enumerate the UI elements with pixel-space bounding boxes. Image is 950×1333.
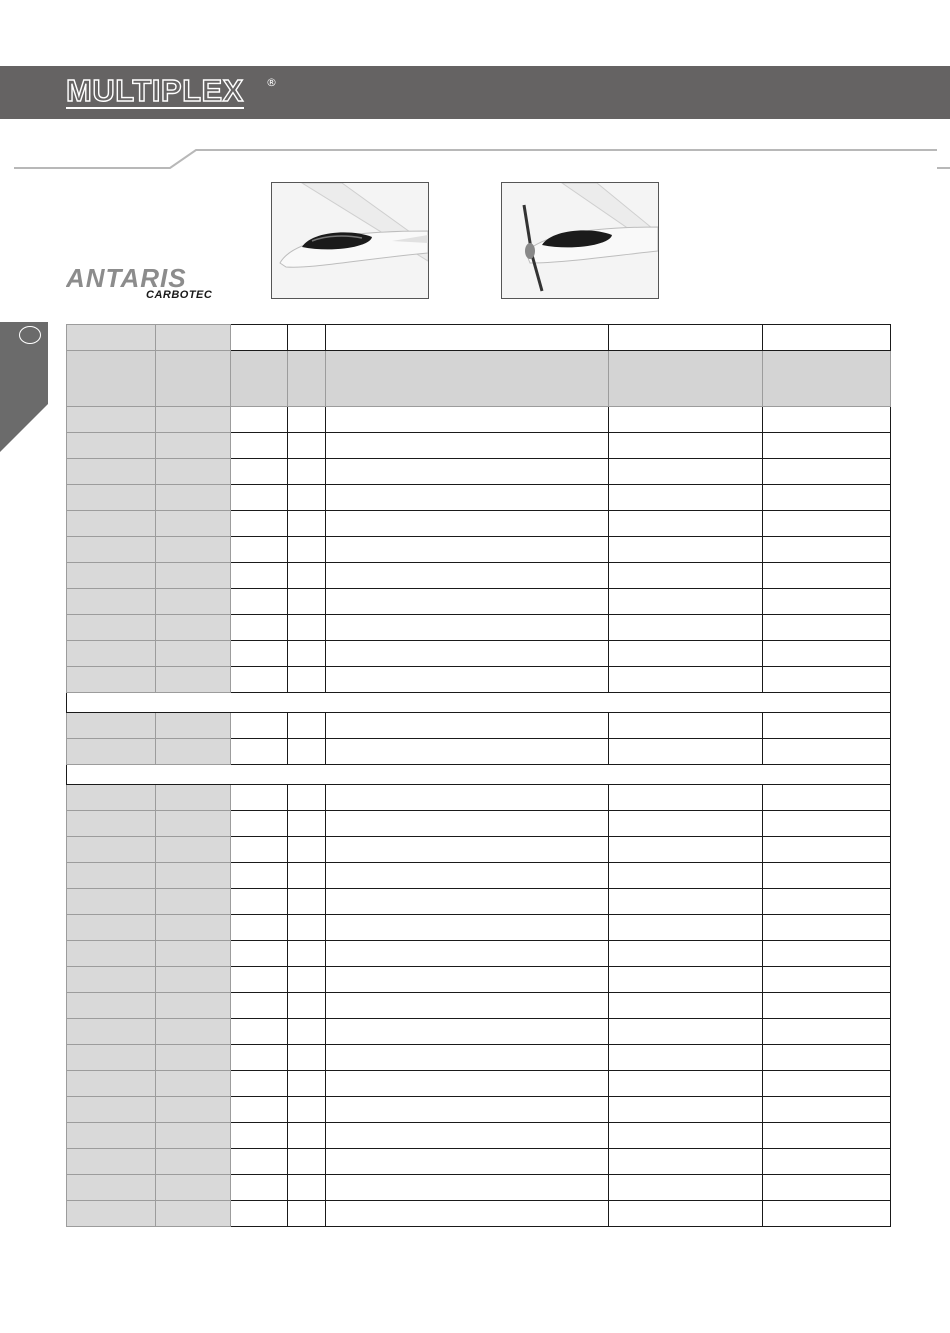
table-cell	[609, 941, 763, 967]
table-cell	[763, 325, 891, 351]
table-row	[67, 615, 891, 641]
table-cell	[326, 739, 609, 765]
table-row	[67, 1097, 891, 1123]
table-row	[67, 537, 891, 563]
table-cell	[763, 713, 891, 739]
table-cell	[326, 667, 609, 693]
table-cell	[288, 993, 326, 1019]
table-cell	[763, 351, 891, 407]
table-cell	[763, 967, 891, 993]
table-cell	[763, 811, 891, 837]
table-cell	[67, 713, 156, 739]
table-row	[67, 1071, 891, 1097]
table-cell	[326, 941, 609, 967]
table-cell	[67, 1149, 156, 1175]
table-cell	[609, 433, 763, 459]
table-cell	[763, 993, 891, 1019]
table-row	[67, 993, 891, 1019]
table-cell	[288, 641, 326, 667]
table-row	[67, 713, 891, 739]
table-cell	[231, 537, 288, 563]
table-cell	[231, 739, 288, 765]
table-cell	[231, 589, 288, 615]
table-cell	[231, 1201, 288, 1227]
table-cell	[763, 785, 891, 811]
table-cell	[609, 667, 763, 693]
table-cell	[326, 1019, 609, 1045]
table-cell	[231, 615, 288, 641]
table-cell	[609, 589, 763, 615]
table-cell	[231, 1097, 288, 1123]
table-cell	[67, 641, 156, 667]
table-row	[67, 667, 891, 693]
table-row	[67, 1045, 891, 1071]
table-cell	[67, 915, 156, 941]
table-cell	[156, 713, 231, 739]
table-row	[67, 739, 891, 765]
table-cell	[288, 589, 326, 615]
table-cell	[156, 563, 231, 589]
table-cell	[156, 993, 231, 1019]
table-cell	[288, 1071, 326, 1097]
table-cell	[67, 407, 156, 433]
electric-photo	[501, 182, 659, 299]
table-cell	[67, 325, 156, 351]
table-cell	[67, 1097, 156, 1123]
table-cell	[231, 1071, 288, 1097]
table-cell	[156, 1019, 231, 1045]
table-cell	[67, 967, 156, 993]
table-cell	[609, 1149, 763, 1175]
table-cell	[763, 433, 891, 459]
table-cell	[326, 915, 609, 941]
table-cell	[288, 941, 326, 967]
table-cell	[763, 459, 891, 485]
table-cell	[326, 615, 609, 641]
table-cell	[326, 1175, 609, 1201]
table-cell	[609, 485, 763, 511]
table-cell	[67, 459, 156, 485]
table-cell	[156, 325, 231, 351]
table-cell	[231, 485, 288, 511]
table-cell	[609, 351, 763, 407]
table-cell	[288, 1201, 326, 1227]
table-row	[67, 967, 891, 993]
table-row	[67, 1019, 891, 1045]
table-cell	[67, 811, 156, 837]
table-cell	[763, 837, 891, 863]
brand-name: MULTIPLEX	[66, 73, 244, 108]
table-cell	[288, 889, 326, 915]
table-cell	[231, 1149, 288, 1175]
table-cell	[609, 889, 763, 915]
table-cell	[231, 1045, 288, 1071]
table-cell	[326, 433, 609, 459]
product-variant: CARBOTEC	[146, 289, 213, 301]
table-cell	[609, 713, 763, 739]
table-cell	[609, 967, 763, 993]
table-cell	[763, 1175, 891, 1201]
table-cell	[156, 485, 231, 511]
table-cell	[231, 407, 288, 433]
table-cell	[156, 837, 231, 863]
table-cell	[326, 967, 609, 993]
table-cell	[231, 511, 288, 537]
table-cell	[156, 1071, 231, 1097]
table-row	[67, 811, 891, 837]
table-row	[67, 941, 891, 967]
table-cell	[288, 1123, 326, 1149]
language-marker	[19, 326, 41, 344]
table-cell	[326, 811, 609, 837]
table-cell	[326, 459, 609, 485]
table-cell	[288, 667, 326, 693]
table-cell	[763, 485, 891, 511]
table-row	[67, 511, 891, 537]
table-cell	[326, 641, 609, 667]
table-cell	[288, 407, 326, 433]
table-cell	[231, 915, 288, 941]
table-cell	[609, 1123, 763, 1149]
table-cell	[288, 713, 326, 739]
table-cell	[231, 811, 288, 837]
table-cell	[609, 811, 763, 837]
table-cell	[609, 459, 763, 485]
table-cell	[231, 785, 288, 811]
table-cell	[763, 941, 891, 967]
table-row	[67, 1123, 891, 1149]
table-row	[67, 485, 891, 511]
table-cell	[609, 993, 763, 1019]
table-cell	[231, 993, 288, 1019]
table-cell	[326, 713, 609, 739]
table-cell	[763, 1097, 891, 1123]
table-cell	[156, 667, 231, 693]
table-cell	[67, 589, 156, 615]
table-cell	[763, 615, 891, 641]
table-cell	[609, 1201, 763, 1227]
table-cell	[763, 889, 891, 915]
table-cell	[67, 1201, 156, 1227]
table-cell	[326, 511, 609, 537]
table-cell	[67, 485, 156, 511]
table-cell	[763, 1149, 891, 1175]
table-cell	[288, 1019, 326, 1045]
table-cell	[763, 1201, 891, 1227]
table-cell	[231, 563, 288, 589]
table-row	[67, 889, 891, 915]
table-row	[67, 785, 891, 811]
table-cell	[288, 459, 326, 485]
table-cell	[609, 563, 763, 589]
table-cell	[609, 407, 763, 433]
table-cell	[326, 563, 609, 589]
table-cell	[326, 485, 609, 511]
table-cell	[609, 1019, 763, 1045]
table-cell	[763, 563, 891, 589]
table-cell	[231, 325, 288, 351]
table-cell	[326, 1071, 609, 1097]
table-cell	[156, 967, 231, 993]
table-row	[67, 351, 891, 407]
table-cell	[156, 811, 231, 837]
table-cell	[326, 1097, 609, 1123]
table-cell	[609, 325, 763, 351]
table-cell	[156, 407, 231, 433]
table-cell	[609, 537, 763, 563]
table-cell	[67, 941, 156, 967]
table-cell	[231, 641, 288, 667]
table-cell	[609, 915, 763, 941]
table-cell	[156, 1201, 231, 1227]
table-cell	[326, 1045, 609, 1071]
table-cell	[326, 863, 609, 889]
table-cell	[67, 511, 156, 537]
table-row	[67, 325, 891, 351]
table-cell	[231, 889, 288, 915]
table-cell	[609, 837, 763, 863]
table-cell	[231, 433, 288, 459]
table-row	[67, 1149, 891, 1175]
table-cell	[231, 667, 288, 693]
table-cell	[763, 863, 891, 889]
table-cell	[288, 563, 326, 589]
table-cell	[288, 863, 326, 889]
table-cell	[609, 511, 763, 537]
table-cell	[326, 351, 609, 407]
table-cell	[326, 1149, 609, 1175]
table-cell	[326, 785, 609, 811]
table-row	[67, 589, 891, 615]
table-cell	[763, 915, 891, 941]
table-cell	[156, 941, 231, 967]
table-cell	[156, 739, 231, 765]
table-cell	[763, 1045, 891, 1071]
table-cell	[156, 641, 231, 667]
table-cell	[609, 1175, 763, 1201]
table-cell	[609, 1071, 763, 1097]
table-cell	[288, 785, 326, 811]
table-cell	[67, 1175, 156, 1201]
table-cell	[67, 351, 156, 407]
table-cell	[231, 351, 288, 407]
table-cell	[326, 1123, 609, 1149]
glider-photo	[271, 182, 429, 299]
table-cell	[156, 511, 231, 537]
table-row	[67, 407, 891, 433]
table-cell	[288, 1175, 326, 1201]
table-cell	[156, 1149, 231, 1175]
table-cell	[288, 325, 326, 351]
table-cell	[288, 615, 326, 641]
table-row	[67, 837, 891, 863]
table-cell	[156, 1123, 231, 1149]
table-cell	[288, 511, 326, 537]
table-cell	[156, 615, 231, 641]
table-cell	[288, 351, 326, 407]
table-cell	[288, 915, 326, 941]
table-cell	[763, 1019, 891, 1045]
table-cell	[67, 1045, 156, 1071]
table-row	[67, 433, 891, 459]
table-cell	[67, 537, 156, 563]
table-cell	[288, 537, 326, 563]
table-cell	[288, 739, 326, 765]
table-cell	[763, 407, 891, 433]
separator-cell	[67, 765, 891, 785]
table-cell	[231, 863, 288, 889]
table-cell	[609, 641, 763, 667]
table-cell	[67, 785, 156, 811]
table-cell	[609, 1045, 763, 1071]
table-cell	[326, 993, 609, 1019]
table-row	[67, 1201, 891, 1227]
table-cell	[326, 537, 609, 563]
table-cell	[288, 433, 326, 459]
table-cell	[231, 713, 288, 739]
table-cell	[156, 1045, 231, 1071]
table-cell	[763, 511, 891, 537]
table-cell	[763, 589, 891, 615]
table-cell	[156, 889, 231, 915]
table-cell	[326, 1201, 609, 1227]
table-cell	[67, 993, 156, 1019]
registered-mark: ®	[266, 76, 277, 89]
table-cell	[67, 563, 156, 589]
table-cell	[288, 485, 326, 511]
table-cell	[67, 1071, 156, 1097]
table-cell	[326, 889, 609, 915]
table-cell	[763, 667, 891, 693]
table-cell	[609, 615, 763, 641]
table-cell	[67, 1019, 156, 1045]
table-cell	[156, 863, 231, 889]
section-separator	[67, 765, 891, 785]
table-cell	[67, 889, 156, 915]
table-cell	[67, 863, 156, 889]
table-cell	[231, 1019, 288, 1045]
table-cell	[609, 785, 763, 811]
table-cell	[288, 837, 326, 863]
table-cell	[156, 351, 231, 407]
table-cell	[156, 459, 231, 485]
table-cell	[67, 433, 156, 459]
table-cell	[288, 1097, 326, 1123]
table-cell	[609, 1097, 763, 1123]
table-cell	[609, 739, 763, 765]
table-cell	[231, 837, 288, 863]
table-cell	[326, 589, 609, 615]
table-cell	[67, 615, 156, 641]
table-cell	[156, 915, 231, 941]
table-cell	[763, 537, 891, 563]
table-cell	[763, 1071, 891, 1097]
table-cell	[231, 967, 288, 993]
table-cell	[288, 967, 326, 993]
table-row	[67, 563, 891, 589]
table-cell	[156, 537, 231, 563]
table-cell	[67, 667, 156, 693]
table-cell	[231, 1123, 288, 1149]
table-cell	[288, 811, 326, 837]
table-row	[67, 459, 891, 485]
table-cell	[156, 589, 231, 615]
table-cell	[67, 739, 156, 765]
table-cell	[156, 785, 231, 811]
brand-logo	[66, 73, 244, 110]
table-row	[67, 641, 891, 667]
table-cell	[763, 641, 891, 667]
table-cell	[231, 459, 288, 485]
table-cell	[156, 1175, 231, 1201]
table-row	[67, 915, 891, 941]
product-logo	[66, 262, 236, 302]
product-name: ANTARIS	[66, 263, 187, 293]
table-cell	[231, 941, 288, 967]
table-cell	[67, 837, 156, 863]
table-cell	[288, 1045, 326, 1071]
table-cell	[156, 433, 231, 459]
table-cell	[231, 1175, 288, 1201]
section-separator	[67, 693, 891, 713]
table-cell	[326, 407, 609, 433]
table-cell	[288, 1149, 326, 1175]
table-cell	[326, 837, 609, 863]
table-cell	[609, 863, 763, 889]
header-rule	[0, 140, 950, 180]
table-cell	[763, 739, 891, 765]
table-cell	[326, 325, 609, 351]
separator-cell	[67, 693, 891, 713]
table-row	[67, 1175, 891, 1201]
table-row	[67, 863, 891, 889]
table-cell	[156, 1097, 231, 1123]
table-cell	[67, 1123, 156, 1149]
table-cell	[763, 1123, 891, 1149]
parts-table	[66, 324, 891, 1227]
